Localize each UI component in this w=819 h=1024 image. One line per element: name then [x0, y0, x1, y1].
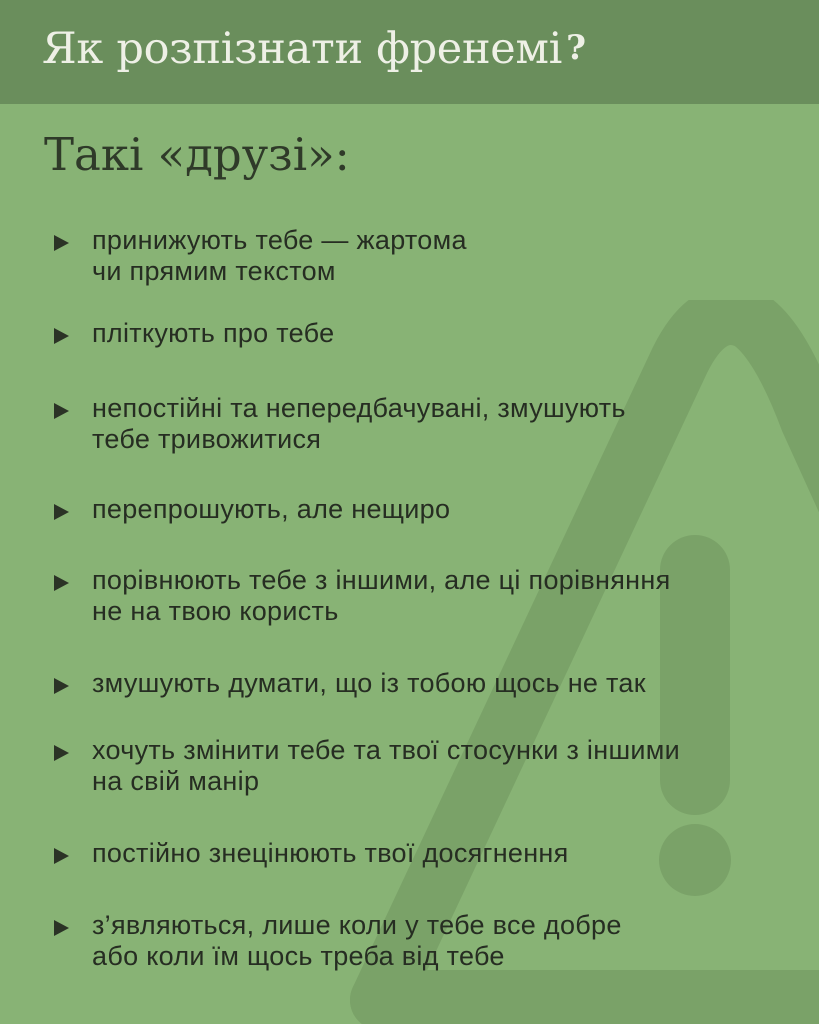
page-title-text: Як розпізнати френемі	[42, 24, 563, 74]
list-item-line: тебе тривожитися	[92, 424, 322, 454]
bullet-triangle-icon	[54, 920, 69, 936]
bullet-triangle-icon	[54, 403, 69, 419]
list-item-line: не на твою користь	[92, 596, 339, 626]
list-item-text	[92, 910, 622, 972]
list-item-line: або коли їм щось треба від тебе	[92, 941, 505, 971]
bullet-triangle-icon	[54, 745, 69, 761]
list-item-text	[92, 225, 467, 287]
bullet-triangle-icon	[54, 678, 69, 694]
bullet-triangle-icon	[54, 235, 69, 251]
list-item-text	[92, 393, 626, 455]
list-item-line: змушують думати, що із тобою щось не так	[92, 668, 646, 698]
list-item-line: непостійні та непередбачувані, змушують	[92, 393, 626, 423]
bullet-triangle-icon	[54, 575, 69, 591]
list-item-text	[92, 565, 671, 627]
list-item-line: на свій манір	[92, 766, 260, 796]
list-item-text	[92, 735, 680, 797]
list-item-line: пліткують про тебе	[92, 318, 335, 348]
bullet-triangle-icon	[54, 328, 69, 344]
list-item-line: постійно знецінюють твої досягнення	[92, 838, 569, 868]
list-item-line: чи прямим текстом	[92, 256, 336, 286]
list-item-line: принижують тебе — жартома	[92, 225, 467, 255]
list-item-line: порівнюють тебе з іншими, але ці порівняння	[92, 565, 671, 595]
bullet-triangle-icon	[54, 848, 69, 864]
list-item-line: хочуть змінити тебе та твої стосунки з іншими	[92, 735, 681, 765]
question-mark-icon: ?	[566, 28, 586, 68]
list-item-text	[92, 838, 569, 869]
list-item-text	[92, 494, 450, 525]
list-item-text	[92, 668, 646, 699]
section-heading: Такі «друзі»:	[44, 128, 350, 181]
list-item-line: перепрошують, але нещиро	[92, 494, 451, 524]
list-item-line: з’являються, лише коли у тебе все добре	[92, 910, 622, 940]
bullet-triangle-icon	[54, 504, 69, 520]
list-item-text	[92, 318, 334, 349]
